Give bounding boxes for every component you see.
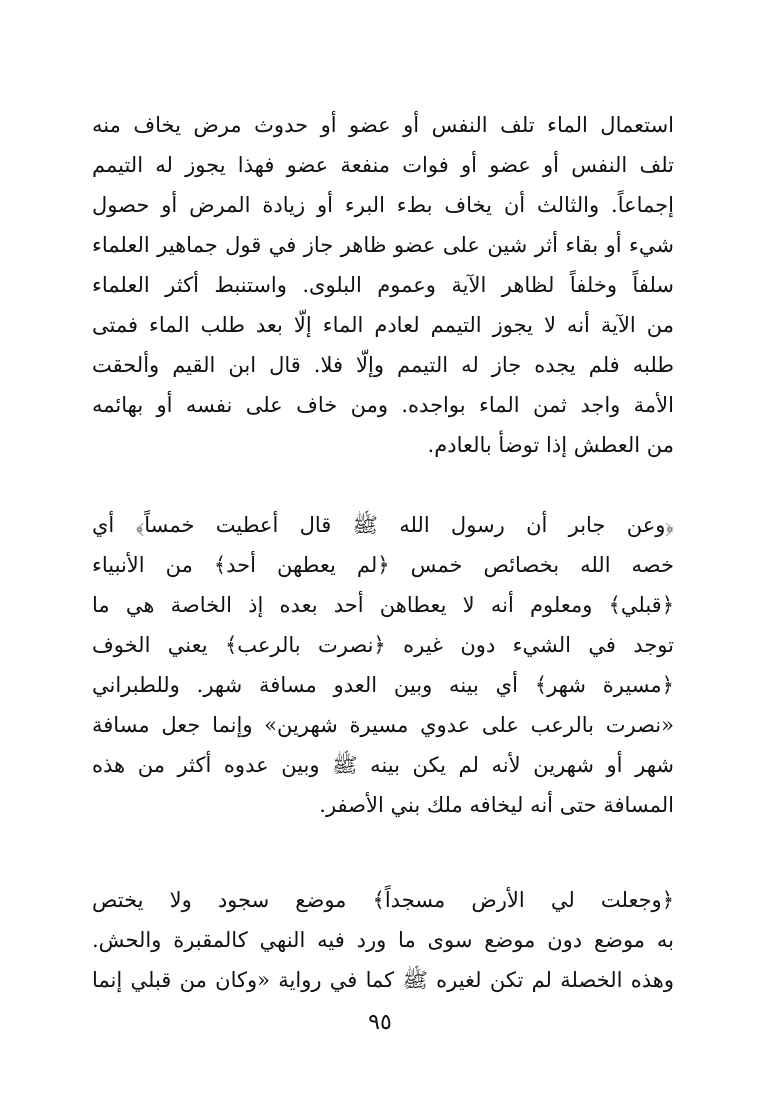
text-line: طلبه فلم يجده جاز له التيمم وإلّا فلا. قال ابن القيم وألحقت [92, 353, 674, 377]
text-line: شهر أو شهرين لأنه لم يكن بينه ﷺ وبين عدوه أكثر من هذه [92, 753, 674, 777]
text-line: «نصرت بالرعب على عدوي مسيرة شهرين» وإنما جعل مسافة [92, 713, 674, 737]
text-line: ﴿وجعلت لي الأرض مسجداً﴾ موضع سجود ولا يختص [92, 888, 674, 912]
page-number: ٩٥ [368, 1010, 392, 1035]
text-line: خصه الله بخصائص خمس ﴿لم يعطهن أحد﴾ من الأنبياء [92, 553, 674, 577]
paragraph-3 [92, 880, 674, 1000]
text-line: وهذه الخصلة لم تكن لغيره ﷺ كما في رواية «وكان من قبلي إنما [92, 968, 674, 992]
text-line: من الآية أنه لا يجوز التيمم لعادم الماء إلّا بعد طلب الماء فمتى [92, 313, 674, 337]
text-line: به موضع دون موضع سوى ما ورد فيه النهي كالمقبرة والحش. [92, 928, 674, 952]
text-line: ﴿مسيرة شهر﴾ أي بينه وبين العدو مسافة شهر. وللطبراني [92, 673, 674, 697]
text-line: إجماعاً. والثالث أن يخاف بطء البرء أو زيادة المرض أو حصول [92, 193, 674, 217]
paragraph-1 [92, 105, 674, 465]
paragraph-2 [92, 505, 674, 825]
text-line: ﴿قبلي﴾ ومعلوم أنه لا يعطاهن أحد بعده إذ الخاصة هي ما [92, 593, 674, 617]
text-line: استعمال الماء تلف النفس أو عضو أو حدوث مرض يخاف منه [92, 113, 674, 137]
text-line: سلفاً وخلفاً لظاهر الآية وعموم البلوى. واستنبط أكثر العلماء [92, 273, 674, 297]
text-line: المسافة حتى أنه ليخافه ملك بني الأصفر. [319, 793, 674, 817]
text-line: ﴿وعن جابر أن رسول الله ﷺ قال أعطيت خمساً﴾ أي [92, 513, 674, 537]
text-line: شيء أو بقاء أثر شين على عضو ظاهر جاز في قول جماهير العلماء [92, 233, 674, 257]
text-line: توجد في الشيء دون غيره ﴿نصرت بالرعب﴾ يعني الخوف [92, 633, 674, 657]
text-line: تلف النفس أو عضو أو فوات منفعة عضو فهذا يجوز له التيمم [92, 153, 674, 177]
text-line: من العطش إذا توضأ بالعادم. [427, 433, 674, 457]
text-line: الأمة واجد ثمن الماء بواجده. ومن خاف على نفسه أو بهائمه [92, 393, 674, 417]
